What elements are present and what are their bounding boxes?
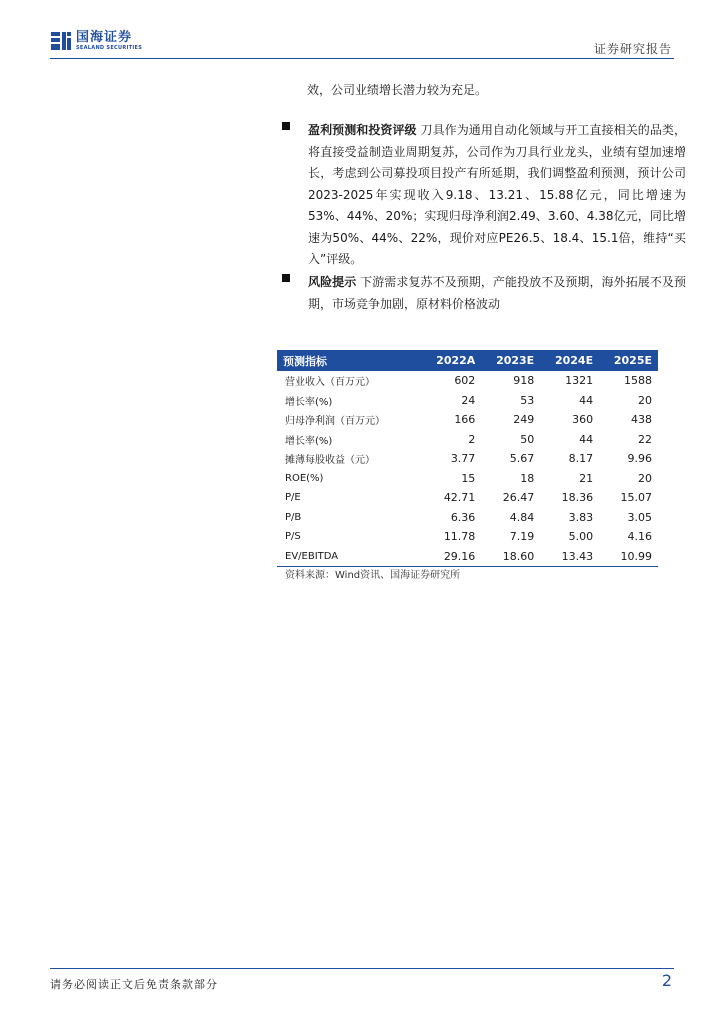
table-row [277, 391, 658, 411]
value-cell: 3.05 [627, 510, 652, 524]
metric-label-cell: 增长率(%) [285, 396, 333, 408]
value-cell: 5.00 [568, 530, 594, 544]
table-row [277, 410, 658, 430]
value-cell: 20 [638, 393, 652, 407]
earnings-forecast-section [282, 120, 686, 271]
metric-label-cell: P/E [285, 492, 301, 504]
metric-label-cell: EV/EBITDA [277, 547, 421, 567]
value-cell: 360 [572, 413, 594, 427]
value-cell: 166 [454, 413, 476, 427]
logo-name-en: SEALAND SECURITIES [76, 45, 143, 51]
value-cell: 21 [579, 471, 594, 485]
table-source-note: 资料来源：Wind资讯、国海证券研究所 [285, 570, 461, 581]
table-row [277, 371, 658, 391]
section-text: 下游需求复苏不及预期，产能投放不及预期，海外拓展不及预期，市场竞争加剧，原材料价格波动 [308, 275, 686, 311]
value-cell: 1321 [565, 374, 594, 388]
value-cell: 7.19 [509, 530, 535, 544]
value-cell: 249 [513, 413, 535, 427]
brand-logo [50, 30, 142, 52]
table-header-row [277, 350, 658, 371]
square-bullet-icon [282, 274, 290, 282]
value-cell: 3.77 [450, 452, 476, 466]
value-cell: 42.71 [443, 491, 476, 505]
value-cell: 18 [520, 471, 535, 485]
table-row [277, 469, 658, 489]
value-cell: 15 [461, 471, 476, 485]
section-title: 风险提示 [308, 275, 357, 289]
table-header-cell: 2022A [421, 350, 481, 371]
value-cell: 26.47 [502, 491, 535, 505]
page-number: 2 [661, 971, 672, 990]
metric-label-cell: 归母净利润（百万元） [285, 416, 385, 428]
table-row [277, 527, 658, 547]
section-title: 盈利预测和投资评级 [308, 123, 417, 137]
table-row [277, 430, 658, 450]
value-cell: 15.07 [620, 491, 652, 505]
value-cell: 10.99 [599, 547, 658, 567]
value-cell: 29.16 [421, 547, 481, 567]
value-cell: 44 [579, 393, 594, 407]
value-cell: 53 [520, 393, 535, 407]
value-cell: 22 [638, 432, 652, 446]
metric-label-cell: P/B [285, 511, 302, 523]
footer-divider [50, 968, 674, 969]
header-divider [50, 58, 674, 59]
continuation-paragraph: 效，公司业绩增长潜力较为充足。 [307, 83, 488, 97]
table-row [277, 508, 658, 528]
table-header-cell: 2024E [540, 350, 599, 371]
page-header [0, 0, 724, 60]
value-cell: 4.16 [627, 530, 652, 544]
value-cell: 20 [638, 471, 652, 485]
value-cell: 3.83 [568, 510, 594, 524]
value-cell: 4.84 [509, 510, 535, 524]
value-cell: 50 [520, 432, 535, 446]
value-cell: 1588 [624, 374, 652, 388]
value-cell: 918 [513, 374, 535, 388]
value-cell: 24 [461, 393, 476, 407]
value-cell: 8.17 [568, 452, 594, 466]
metric-label-cell: ROE(%) [285, 472, 324, 484]
table-row [277, 488, 658, 508]
section-text: 刀具作为通用自动化领域与开工直接相关的品类，将直接受益制造业周期复苏，公司作为刀具行业龙头，业绩有望加速增长，考虑到公司募投项目投产有所延期，我们调整盈利预测，预计公司2023-2025年实现收入9.18、13.21、15.88亿元，同比增速为53%、44%、20%；实现归母净利润2.49、3.60、4.38亿元，同比增速为50%、44%、22%，现价对应PE26.5、18.4、15.1倍，维持“买入”评级。 [308, 123, 686, 266]
value-cell: 9.96 [627, 452, 652, 466]
value-cell: 44 [579, 432, 594, 446]
forecast-table [277, 350, 658, 567]
metric-label-cell: 营业收入（百万元） [285, 377, 375, 389]
risk-warning-section [282, 272, 686, 315]
table-header-cell: 2025E [599, 350, 658, 371]
metric-label-cell: 摊薄每股收益（元） [285, 455, 375, 467]
logo-name-cn: 国海证券 [76, 30, 133, 45]
sealand-logo-icon [50, 30, 72, 52]
value-cell: 438 [631, 413, 652, 427]
table-header-cell: 2023E [481, 350, 540, 371]
table-header-cell: 预测指标 [277, 350, 421, 371]
metric-label-cell: 增长率(%) [285, 435, 333, 447]
square-bullet-icon [282, 122, 290, 130]
value-cell: 602 [454, 374, 476, 388]
table-row [277, 547, 658, 567]
metric-label-cell: P/S [285, 531, 301, 543]
report-type-label: 证券研究报告 [593, 42, 672, 56]
table-row [277, 449, 658, 469]
value-cell: 18.36 [561, 491, 594, 505]
value-cell: 18.60 [481, 547, 540, 567]
value-cell: 2 [468, 432, 476, 446]
value-cell: 13.43 [540, 547, 599, 567]
footer-disclaimer: 请务必阅读正文后免责条款部分 [50, 978, 218, 991]
value-cell: 11.78 [443, 530, 476, 544]
table-body [277, 371, 658, 567]
value-cell: 5.67 [509, 452, 535, 466]
value-cell: 6.36 [450, 510, 476, 524]
